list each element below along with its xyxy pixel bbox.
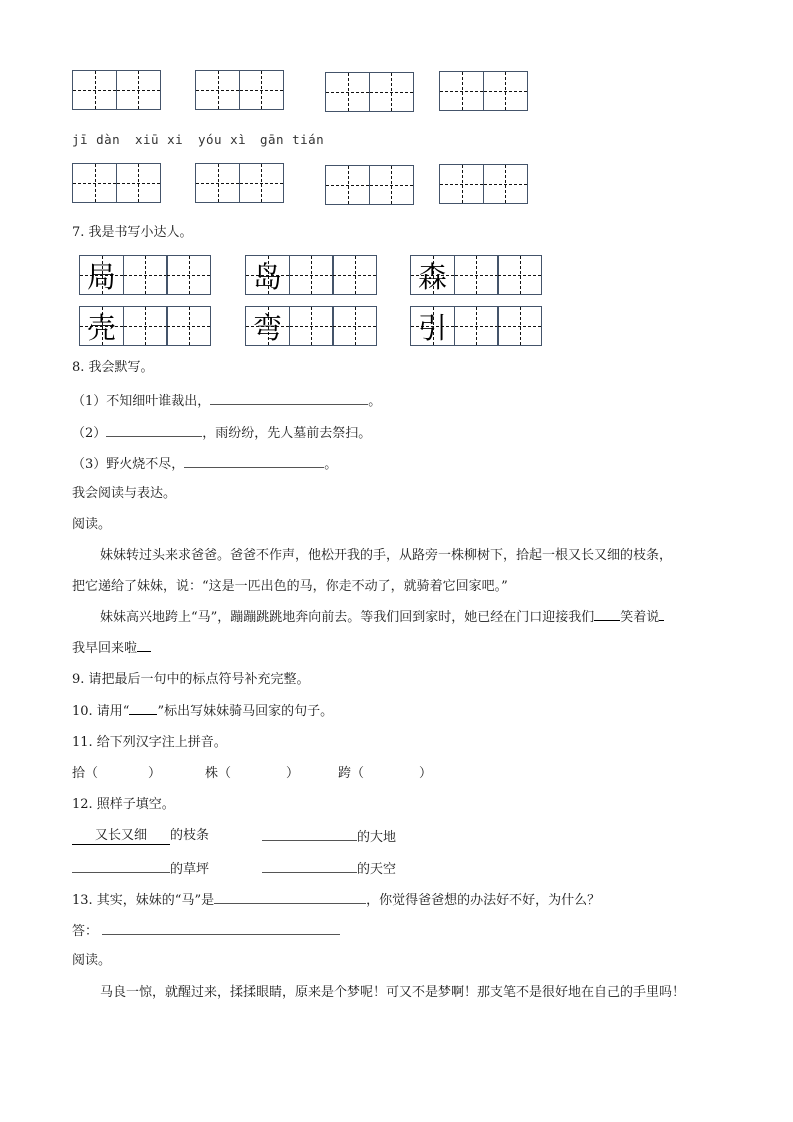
- grid-cell[interactable]: [72, 163, 117, 203]
- grid-cell[interactable]: [72, 70, 117, 110]
- blank-input[interactable]: [210, 392, 368, 405]
- grid-cell[interactable]: [369, 72, 414, 112]
- q8-item-2-suffix: ，雨纷纷，先人墓前去祭扫。: [202, 426, 372, 441]
- q8-item-1: [72, 392, 381, 410]
- paren-open: （: [85, 766, 99, 781]
- para2-text: 妹妹高兴地跨上“马”，蹦蹦跳跳地奔向前去。等我们回到家时，她已经在门口迎接我们: [100, 610, 595, 625]
- q8-title: 8. 我会默写。: [72, 360, 154, 375]
- q8-item-2: [72, 424, 371, 442]
- q11-item-3: [338, 766, 432, 782]
- grid-cell[interactable]: [369, 165, 414, 205]
- q12-row1-right: [262, 828, 396, 846]
- grid-cell[interactable]: [439, 71, 484, 111]
- writing-grid-3a[interactable]: [325, 72, 412, 112]
- paren-close: ）: [419, 766, 433, 781]
- q8-item-2-prefix: （2）: [72, 426, 107, 441]
- paren-open: （: [351, 766, 365, 781]
- q8-item-3-prefix: （3）野火烧不尽，: [72, 457, 185, 472]
- copy-grid-ke[interactable]: [79, 306, 210, 346]
- grid-cell[interactable]: [483, 164, 528, 204]
- punct-blank[interactable]: [137, 651, 151, 652]
- q12-item-4: 的天空: [357, 862, 397, 877]
- example-answer: [72, 828, 170, 845]
- q13: [72, 891, 600, 909]
- grid-cell[interactable]: [116, 70, 161, 110]
- q8-item-1-suffix: 。: [368, 394, 382, 409]
- punct-blank[interactable]: [659, 620, 664, 621]
- q13-answer: [72, 922, 340, 940]
- grid-cell[interactable]: [166, 306, 211, 346]
- punct-blank[interactable]: [594, 620, 620, 621]
- q10: [72, 704, 333, 720]
- copy-grid-dao[interactable]: [245, 255, 376, 295]
- writing-grid-3b[interactable]: [325, 165, 412, 205]
- q8-item-1-prefix: （1）不知细叶谁裁出，: [72, 394, 211, 409]
- q7-title: 7. 我是书写小达人。: [72, 225, 193, 240]
- q12-example: [72, 828, 209, 845]
- grid-cell[interactable]: [454, 255, 499, 295]
- model-char: 局: [86, 259, 116, 294]
- grid-cell[interactable]: [239, 70, 284, 110]
- reading1-para1-line2: 把它递给了妹妹，说：“这是一匹出色的马，你走不动了，就骑着它回家吧。”: [72, 579, 508, 594]
- grid-cell[interactable]: [123, 306, 168, 346]
- q10-suffix: ”标出写妹妹骑马回家的句子。: [157, 704, 334, 719]
- paren-close: ）: [286, 766, 300, 781]
- pinyin-1: jī dàn: [72, 132, 121, 147]
- q10-prefix: 10. 请用“: [72, 704, 130, 719]
- pinyin-4: gān tián: [260, 132, 325, 147]
- copy-grid-sen[interactable]: [410, 255, 541, 295]
- q11-char: 跨: [338, 766, 352, 781]
- q12-title: 12. 照样子填空。: [72, 797, 175, 812]
- blank-input[interactable]: [106, 424, 202, 437]
- q12-item-3: 的草坪: [170, 862, 210, 877]
- grid-cell[interactable]: [195, 70, 240, 110]
- grid-cell[interactable]: [439, 164, 484, 204]
- q13-prefix: 13. 其实，妹妹的“马”是: [72, 893, 215, 908]
- q12-row2-right: [262, 860, 396, 878]
- grid-cell[interactable]: [289, 306, 334, 346]
- blank-input[interactable]: [214, 891, 366, 904]
- model-char: 引: [417, 310, 447, 345]
- grid-cell[interactable]: [497, 255, 542, 295]
- reading1-label: 阅读。: [72, 517, 112, 532]
- writing-grid-4a[interactable]: [439, 71, 526, 111]
- blank-input[interactable]: [262, 828, 357, 841]
- writing-grid-2b[interactable]: [195, 163, 282, 203]
- pinyin-3: yóu xì: [198, 132, 247, 147]
- q12-item-1: 的枝条: [170, 828, 210, 843]
- paren-close: ）: [148, 766, 162, 781]
- q11-title: 11. 给下列汉字注上拼音。: [72, 735, 227, 750]
- paren-open: （: [218, 766, 232, 781]
- writing-grid-4b[interactable]: [439, 164, 526, 204]
- q11-char: 拾: [72, 766, 86, 781]
- model-char: 弯: [252, 310, 282, 345]
- underline-sample: [129, 714, 157, 715]
- answer-label: 答：: [72, 924, 99, 939]
- copy-grid-yin[interactable]: [410, 306, 541, 346]
- grid-cell[interactable]: [195, 163, 240, 203]
- blank-input[interactable]: [72, 860, 170, 873]
- q9-title: 9. 请把最后一句中的标点符号补充完整。: [72, 672, 310, 687]
- blank-input[interactable]: [184, 455, 324, 468]
- q12-row2-left: [72, 860, 209, 878]
- q12-item-2: 的大地: [357, 830, 397, 845]
- copy-grid-wan[interactable]: [245, 306, 376, 346]
- pinyin-2: xiū xi: [135, 132, 184, 147]
- reading1-para2-line2: [72, 641, 151, 657]
- example-text: 又长又细: [94, 828, 147, 843]
- section-heading: 我会阅读与表达。: [72, 486, 177, 501]
- writing-grid-1a[interactable]: [72, 70, 159, 110]
- reading2-para: 马良一惊，就醒过来，揉揉眼睛，原来是个梦呢！可又不是梦啊！那支笔不是很好地在自己的手里吗！: [100, 985, 686, 1000]
- grid-cell[interactable]: [325, 165, 370, 205]
- para2-mid: 笑着说: [620, 610, 660, 625]
- q11-item-2: [205, 766, 299, 782]
- model-char: 森: [417, 259, 447, 294]
- reading1-para1-line1: 妹妹转过头来求爸爸。爸爸不作声，他松开我的手，从路旁一株柳树下，拾起一根又长又细的枝条，: [100, 548, 673, 563]
- answer-input[interactable]: [102, 922, 340, 935]
- grid-cell[interactable]: [289, 255, 334, 295]
- writing-grid-2a[interactable]: [195, 70, 282, 110]
- grid-cell[interactable]: [325, 72, 370, 112]
- q8-item-3-suffix: 。: [324, 457, 338, 472]
- model-char: 壳: [86, 310, 116, 345]
- reading2-label: 阅读。: [72, 953, 112, 968]
- q11-item-1: [72, 766, 161, 782]
- writing-grid-1b[interactable]: [72, 163, 159, 203]
- grid-cell[interactable]: [123, 255, 168, 295]
- q8-item-3: [72, 455, 337, 473]
- q11-char: 株: [205, 766, 219, 781]
- grid-cell[interactable]: [239, 163, 284, 203]
- blank-input[interactable]: [262, 860, 357, 873]
- grid-cell[interactable]: [116, 163, 161, 203]
- q13-suffix: ，你觉得爸爸想的办法好不好，为什么？: [366, 893, 601, 908]
- model-char: 岛: [252, 259, 282, 294]
- grid-cell[interactable]: [497, 306, 542, 346]
- reading1-para2-line1: [100, 610, 664, 626]
- grid-cell[interactable]: [483, 71, 528, 111]
- grid-cell[interactable]: [332, 255, 377, 295]
- para2-end-text: 我早回来啦: [72, 641, 138, 656]
- copy-grid-ju[interactable]: [79, 255, 210, 295]
- grid-cell[interactable]: [332, 306, 377, 346]
- grid-cell[interactable]: [454, 306, 499, 346]
- grid-cell[interactable]: [166, 255, 211, 295]
